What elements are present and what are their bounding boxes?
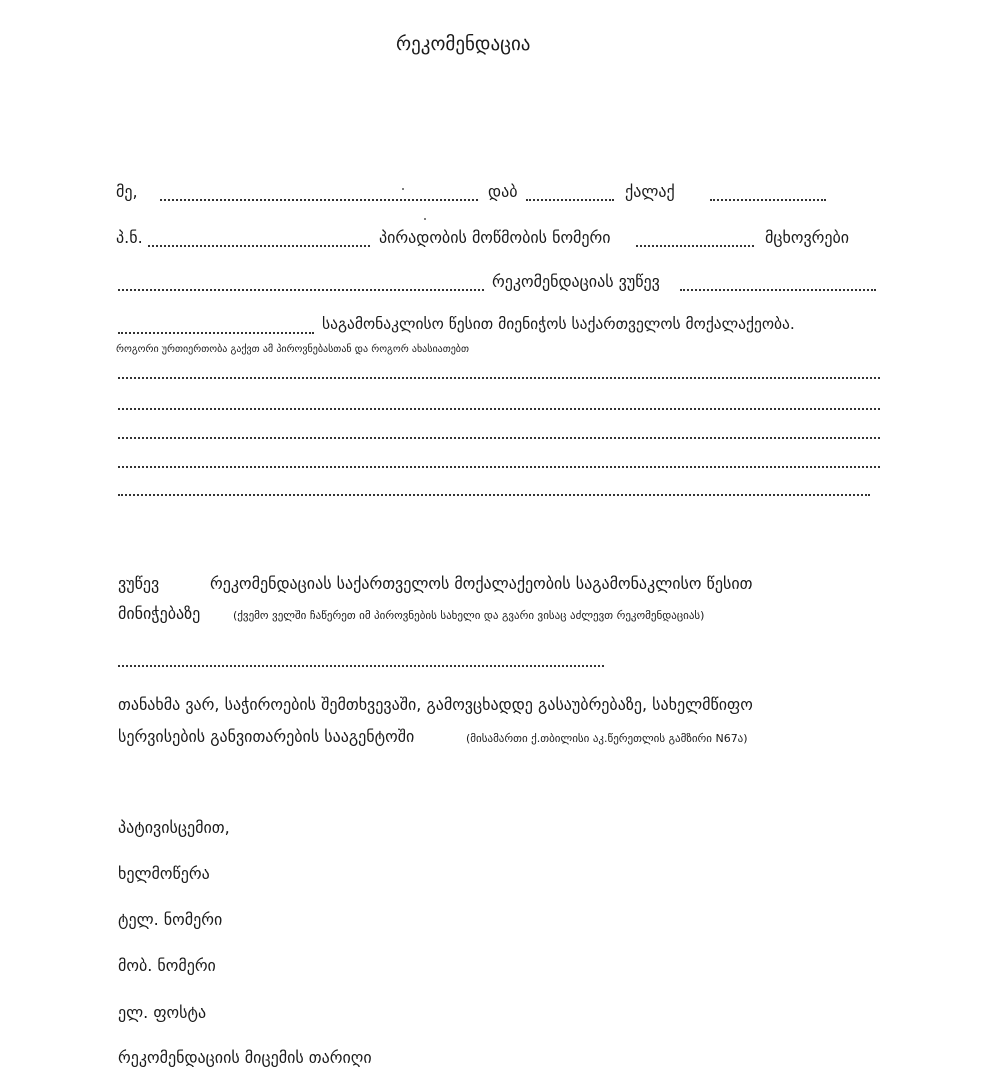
label-resident: მცხოვრები — [765, 228, 850, 247]
exception-citizenship-text: საგამონაკლისო წესით მიენიჭოს საქართველოს მოქალაქეობა. — [322, 315, 795, 333]
id-document-number-field[interactable] — [636, 245, 754, 247]
label-email: ელ. ფოსტა — [118, 1003, 207, 1022]
description-line-4[interactable] — [118, 466, 880, 468]
description-line-5[interactable] — [118, 494, 870, 496]
description-line-1[interactable] — [118, 377, 880, 379]
full-name-field[interactable] — [160, 199, 478, 201]
recommended-name-field[interactable] — [118, 665, 604, 667]
consent-text-line-1: თანახმა ვარ, საჭიროების შემთხვევაში, გამოვცხადდე გასაუბრებაზე, სახელმწიფო — [118, 695, 753, 714]
label-me: მე, — [116, 182, 138, 201]
birth-date-field[interactable] — [526, 199, 614, 201]
scan-speck — [402, 188, 404, 190]
relationship-note: როგორი ურთიერთობა გაქვთ ამ პიროვნებასთან და როგორ ახასიათებთ — [116, 344, 469, 355]
label-date: რეკომენდაციის მიცემის თარიღი — [118, 1048, 372, 1067]
recommended-person-field-2[interactable] — [118, 332, 314, 334]
address-field[interactable] — [118, 289, 484, 291]
agency-address-note: (მისამართი ქ.თბილისი აკ.წერეთლის გამზირი N67ა) — [466, 732, 748, 745]
label-city: ქალაქ — [625, 182, 675, 201]
request-text-line-1: რეკომენდაციას საქართველოს მოქალაქეობის საგამონაკლისო წესით — [210, 574, 753, 593]
scan-speck — [424, 218, 426, 220]
city-field[interactable] — [710, 199, 826, 201]
personal-id-field[interactable] — [148, 245, 370, 247]
label-signature: ხელმოწერა — [118, 864, 210, 883]
label-id-document: პირადობის მოწმობის ნომერი — [379, 228, 611, 247]
description-line-2[interactable] — [118, 408, 880, 410]
label-phone: ტელ. ნომერი — [118, 910, 223, 929]
label-id: პ.ნ. — [116, 228, 143, 247]
request-verb: ვუწევ — [118, 574, 160, 593]
recommended-person-field[interactable] — [680, 289, 876, 291]
consent-text-line-2: სერვისების განვითარების სააგენტოში — [118, 727, 415, 746]
label-recommend: რეკომენდაციას ვუწევ — [492, 272, 660, 291]
label-mobile: მობ. ნომერი — [118, 956, 216, 975]
description-line-3[interactable] — [118, 437, 880, 439]
request-text-line-2: მინიჭებაზე — [118, 604, 201, 623]
regards-text: პატივისცემით, — [118, 818, 230, 837]
request-note: (ქვემო ველში ჩაწერეთ იმ პიროვნების სახელი და გვარი ვისაც აძლევთ რეკომენდაციას) — [233, 609, 705, 622]
label-birth: დაბ — [488, 182, 518, 201]
page-title: რეკომენდაცია — [396, 33, 531, 55]
